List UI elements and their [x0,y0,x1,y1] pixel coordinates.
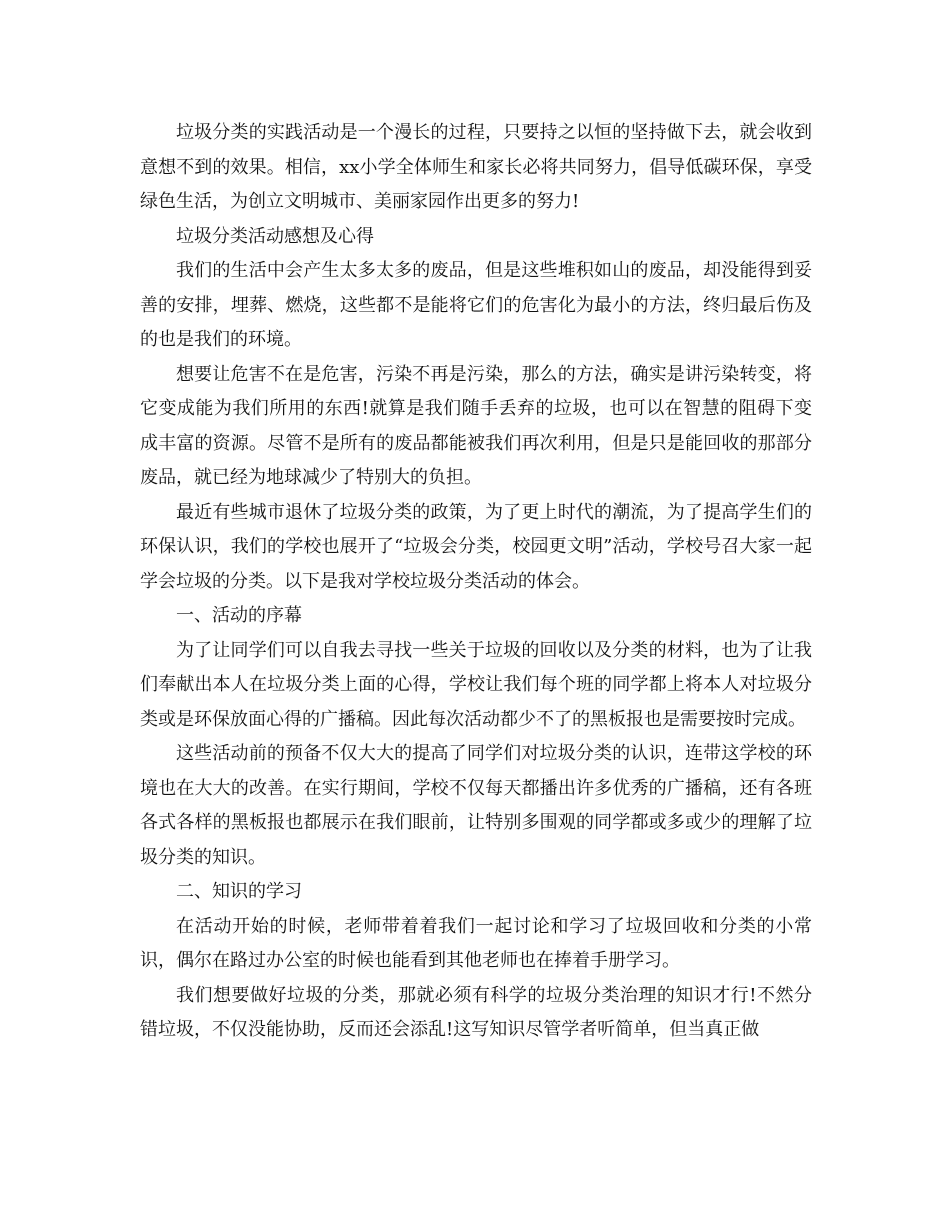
paragraph: 我们想要做好垃圾的分类，那就必须有科学的垃圾分类治理的知识才行!不然分错垃圾，不仅没能协助，反而还会添乱!这写知识尽管学者听简单，但当真正做 [140,984,812,1040]
paragraph: 这些活动前的预备不仅大大的提高了同学们对垃圾分类的认识，连带这学校的环境也在大大的改善。在实行期间，学校不仅每天都播出许多优秀的广播稿，还有各班各式各样的黑板报也都展示在我们眼前，让特别多围观的同学都或多或少的理解了垃圾分类的知识。 [140,743,812,868]
paragraph: 垃圾分类的实践活动是一个漫长的过程，只要持之以恒的坚持做下去，就会收到意想不到的效果。相信，xx小学全体师生和家长必将共同努力，倡导低碳环保，享受绿色生活，为创立文明城市、美丽家园作出更多的努力! [140,122,812,212]
paragraph: 最近有些城市退休了垃圾分类的政策，为了更上时代的潮流，为了提高学生们的环保认识，我们的学校也展开了“垃圾会分类，校园更文明”活动，学校号召大家一起学会垃圾的分类。以下是我对学校垃圾分类活动的体会。 [140,501,812,592]
paragraph: 想要让危害不在是危害，污染不再是污染，那么的方法，确实是讲污染转变，将它变成能为我们所用的东西!就算是我们随手丢弃的垃圾，也可以在智慧的阻碍下变成丰富的资源。尽管不是所有的废品都能被我们再次利用，但是只是能回收的那部分废品，就已经为地球减少了特别大的负担。 [140,363,812,488]
section-heading: 一、活动的序幕 [176,605,302,626]
paragraph: 在活动开始的时候，老师带着着我们一起讨论和学习了垃圾回收和分类的小常识，偶尔在路过办公室的时候也能看到其他老师也在捧着手册学习。 [140,915,812,971]
section-heading: 垃圾分类活动感想及心得 [176,225,374,247]
document-page [140,116,812,1048]
paragraph: 我们的生活中会产生太多太多的废品，但是这些堆积如山的废品，却没能得到妥善的安排，埋葬、燃烧，这些都不是能将它们的危害化为最小的方法，终归最后伤及的也是我们的环境。 [140,260,812,350]
paragraph: 为了让同学们可以自我去寻找一些关于垃圾的回收以及分类的材料，也为了让我们奉献出本人在垃圾分类上面的心得，学校让我们每个班的同学都上将本人对垃圾分类或是环保放面心得的广播稿。因此每次活动都少不了的黑板报也是需要按时完成。 [140,639,812,730]
section-heading: 二、知识的学习 [176,881,302,902]
